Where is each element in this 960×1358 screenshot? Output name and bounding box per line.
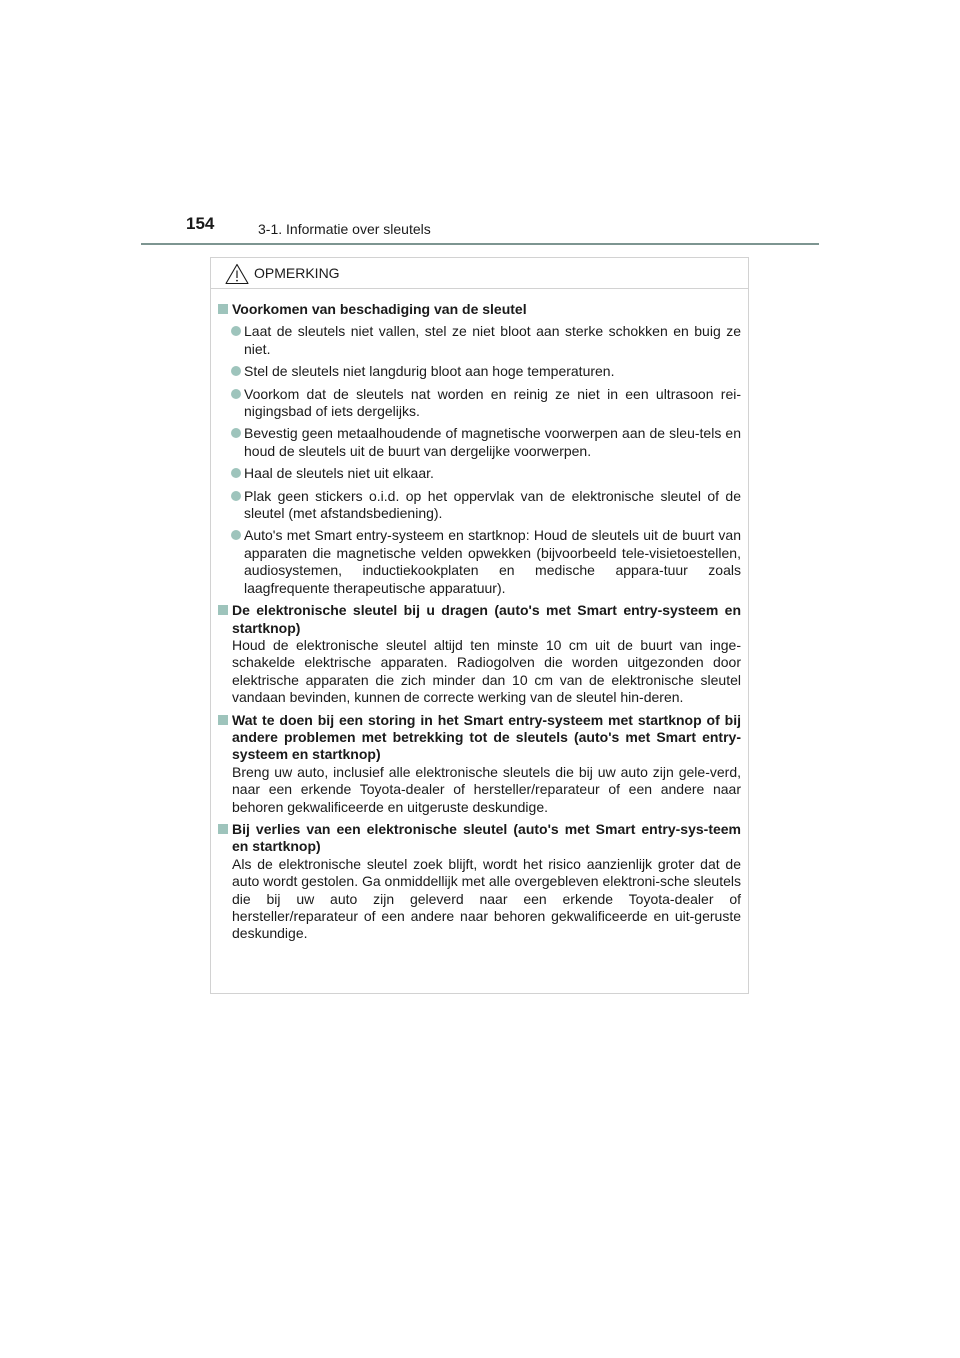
warning-triangle-icon	[225, 263, 249, 285]
bullet-text: Stel de sleutels niet langdurig bloot aan hoge temperaturen.	[244, 363, 615, 380]
square-bullet-icon	[218, 304, 228, 314]
notice-section	[217, 602, 741, 706]
round-bullet-icon	[231, 491, 241, 501]
page-number: 154	[186, 214, 215, 233]
notice-title: OPMERKING	[254, 265, 340, 281]
square-bullet-icon	[218, 824, 228, 834]
bullet-text: Voorkom dat de sleutels nat worden en reinig ze niet in een ultrasoon rei-nigingsbad of iets dergelijks.	[244, 385, 741, 420]
bullet-text: Bevestig geen metaalhoudende of magnetische voorwerpen aan de sleu-tels en houd de sleutels uit de buurt van dergelijke voorwerpen.	[244, 425, 741, 459]
round-bullet-icon	[231, 468, 241, 478]
bullet-item	[232, 465, 741, 482]
notice-body	[211, 289, 748, 943]
round-bullet-icon	[231, 326, 241, 336]
section-text: Breng uw auto, inclusief alle elektronische sleutels die bij uw auto zijn gele-verd, naar een erkende Toyota-dealer of hersteller/reparateur of een andere naar behoren gekwalificeerde en uitgeruste deskundige.	[232, 763, 741, 815]
notice-section	[217, 301, 741, 597]
bullet-item	[232, 488, 741, 523]
bullet-text: Plak geen stickers o.i.d. op het oppervlak van de elektronische sleutel of de sleutel (met afstandsbediening).	[244, 487, 741, 522]
bullet-text: Laat de sleutels niet vallen, stel ze niet bloot aan sterke schokken en buig ze niet.	[244, 323, 741, 357]
bullet-item	[232, 323, 741, 358]
section-heading: Voorkomen van beschadiging van de sleutel	[232, 301, 527, 317]
bullet-text: Auto's met Smart entry-systeem en startknop: Houd de sleutels uit de buurt van apparaten die magnetische velden opwekken (bijvoorbeeld tele-visietoestellen, audiosystemen, inductiekookplaten en medische appara-tuur zoals laagfrequente therapeutische apparatuur).	[244, 527, 741, 596]
notice-box	[210, 257, 749, 994]
notice-section	[217, 821, 741, 943]
section-heading: Wat te doen bij een storing in het Smart entry-systeem met startknop of bij andere problemen met betrekking tot de sleutels (auto's met Smart entry-systeem en startknop)	[232, 711, 741, 763]
round-bullet-icon	[231, 428, 241, 438]
section-text: Houd de elektronische sleutel altijd ten minste 10 cm uit de buurt van inge-schakelde elektrische apparaten. Radiogolven die worden uitgezonden door elektrische apparaten die zich minder dan 10 cm van de elektronische sleutel vandaan bevinden, kunnen de correcte werking van de sleutel hin-deren.	[232, 636, 741, 706]
bullet-text: Haal de sleutels niet uit elkaar.	[244, 465, 434, 482]
section-heading: De elektronische sleutel bij u dragen (auto's met Smart entry-systeem en startknop)	[232, 602, 741, 636]
bullet-item	[232, 425, 741, 460]
section-heading: Bij verlies van een elektronische sleutel (auto's met Smart entry-sys-teem en startknop)	[232, 820, 741, 855]
square-bullet-icon	[218, 605, 228, 615]
square-bullet-icon	[218, 715, 228, 725]
notice-header	[211, 258, 748, 289]
section-text: Als de elektronische sleutel zoek blijft, wordt het risico aanzienlijk groter dat de auto wordt gestolen. Ga onmiddellijk met alle overgebleven elektroni-sche sleutels die bij uw auto zijn geleverd naar een erkende Toyota-dealer of hersteller/reparateur of een andere naar behoren gekwalificeerde en uit-geruste deskundige.	[232, 855, 741, 942]
notice-section	[217, 712, 741, 816]
bullet-item	[232, 386, 741, 421]
header-rule	[141, 243, 819, 245]
round-bullet-icon	[231, 530, 241, 540]
section-title: 3-1. Informatie over sleutels	[258, 221, 431, 237]
bullet-item	[232, 363, 741, 380]
round-bullet-icon	[231, 366, 241, 376]
bullet-item	[232, 527, 741, 597]
round-bullet-icon	[231, 389, 241, 399]
